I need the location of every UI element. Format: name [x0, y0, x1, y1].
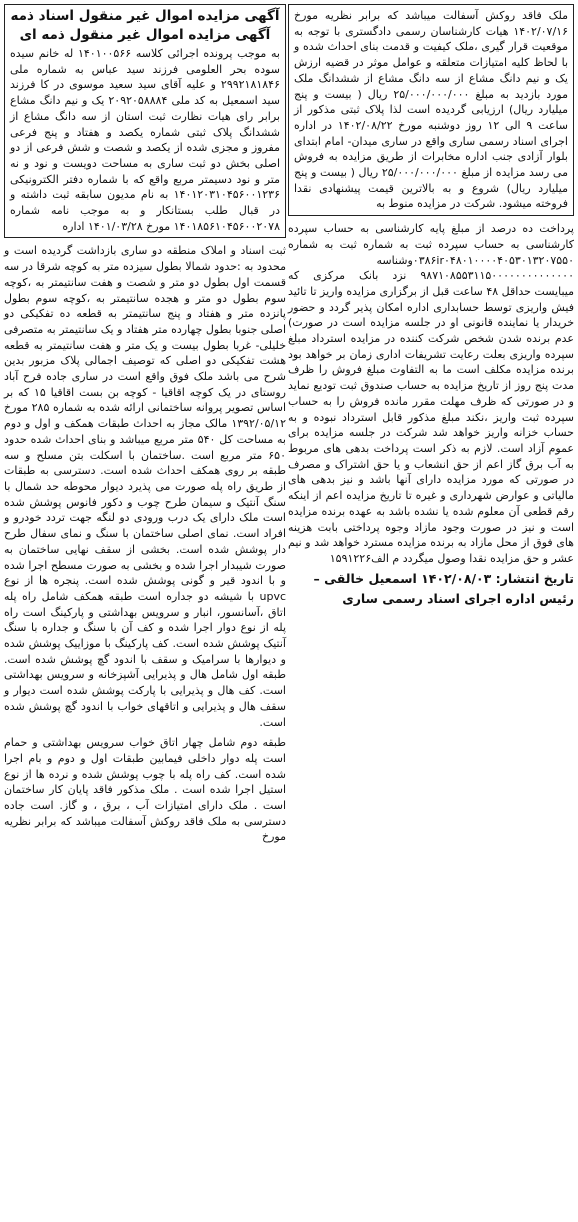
right-top-box — [288, 4, 574, 216]
right-payment-paragraph: پرداخت ده درصد از مبلغ پایه کارشناسی به حساب سپرده کارشناسی به حساب سپرده ثبت به شماره ثبت به شماره ۰۳۸۶ir۰۴۸۰۱۰۰۰۰۴۰۵۳۰۱۳۲۰۷۵۵۰وشناسه ۹۸۷۱۰۸۵۵۳۱۱۵۰۰۰۰۰۰۰۰۰۰۰۰۰۰ نزد بانک مرکزی که میبایست حداقل ۴۸ ساعت قبل از برگزاری مزایده واریز تا تائید فیش واریزی توسط حسابداری اداره امکان پذیر گردد و حضور خریدار یا نماینده قانونی او در جلسه مزایده است در صورت) عدم برنده شدن شخص شرکت کننده در مزایده استرداد مبلغ سپرده واریزی بعلت رعایت تشریفات اداری زمان بر خواهد بود برنده مزایده مکلف است ما به التفاوت مبلغ فروش را ظرف مدت پنج روز از تاریخ مزایده به حساب صندوق ثبت تودیع نماید و در صورتی که ظرف مهلت مقرر مانده فروش را به حساب سپرده ثبت واریز ،نکند مبلغ مذکور قابل استرداد نبوده و به حساب خزانه واریز خواهد شد شرکت در جلسه مزایده برای عموم آزاد است. لازم به ذکر است پرداخت بدهی های مربوط به آب برق گاز اعم از حق انشعاب و یا حق اشتراک و مصرف در صورتی که مورد مزایده دارای آنها باشد و نیز بدهی های مالیاتی و عوارض شهرداری و غیره تا تاریخ مزایده اعم از اینکه رقم قطعی آن معلوم شده یا نشده باشد به عهده برنده مزایده است و نیز در صورت وجود مازاد وجوه پرداختی بابت هزینه های فوق از محل مازاد به برنده مزایده مسترد خواهد شد و نیم عشر و حق مزایده نقدا وصول میگردد م الف۱۵۹۱۲۲۶ — [288, 222, 574, 565]
right-top-paragraph: ملک فاقد روکش آسفالت میباشد که برابر نظریه مورخ ۱۴۰۲/۰۷/۱۶ هیات کارشناسان رسمی دادگستری با توجه به موقعیت قرار گیری ،ملک کیفیت و قدمت بنای احداث شده و با لحاظ کلیه امتیازات متعلقه و عوامل موثر در قضیه ارزش یک و نیم دانگ مشاع از سه دانگ مشاع از ششدانگ ملک مورد بازدید به مبلغ ۲۵/۰۰۰/۰۰۰/۰۰۰ ریال ( بیست و پنج میلیارد ریال) ارزیابی گردیده است لذا پلاک ثبتی مذکور از ساعت ۹ الی ۱۲ روز دوشنبه مورخ ۱۴۰۲/۰۸/۲۲ در اداره اجرای اسناد رسمی ساری واقع در ساری میدان- امام ابتدای بلوار آزادی جنب اداره مخابرات از طریق مزایده به فروش می رسد مزایده از مبلغ ۲۵/۰۰۰/۰۰۰/۰۰۰ ریال ( بیست و پنج میلیارد ریال) شروع و به بالاترین قیمت پیشنهادی نقدا فروخته میشود. شرکت در مزایده منوط به — [294, 9, 569, 211]
signature: رئیس اداره اجرای اسناد رسمی ساری — [342, 590, 574, 606]
left-column — [4, 4, 286, 845]
right-column — [288, 4, 574, 607]
publish-date: تاریخ انتشار: ۱۴۰۲/۰۸/۰۳ اسمعیل خالقی – — [313, 570, 574, 586]
left-description-paragraph: ثبت اسناد و املاک منطقه دو ساری بازداشت گردیده است و محدود به :حدود شمالا بطول سیزده متر به کوچه شرقا در سه قسمت اول بطول دو متر و شصت و هفت سانتیمتر به ،کوچه سوم بطول دو متر و هجده سانتیمتر به ،کوچه سوم بطول پانزده متر و هفتاد و پنج سانتیمتر به قطعه ده تفکیکی دو اصلی جنوبا بطول چهارده متر هفتاد و یک سانتیمتر به متصرفی خلیلی- غربا بطول بیست و یک متر و هفت سانتیمتر به قطعه هشت تفکیکی دو اصلی که توصیف اجمالی پلاک مزبور بدین شرح می باشد ملک فوق واقع است در ساری جاده فرح آباد روستای در یک کوچه اقاقیا - کوچه بن بست اقاقیا ۱۵ که بر اساس تصویر پروانه ساختمانی ارائه شده به شماره ۲۸۵ مورخ ۱۳۹۲/۰۵/۱۲ مالک مجاز به احداث طبقات همکف و اول و دوم به مساحت کل ۵۴۰ متر مربع میباشد و بنای احداث شده حدود ۶۵۰ متر مربع است .ساختمان با اسکلت بتن مسلح و سه طبقه بر روی همکف احداث شده است. دسترسی به طبقات از طریق راه پله صورت می پذیرد دیوار محوطه حد شمال با سنگ آنتیک و سیمان طرح چوب و دکور فانوس پوشش شده است ملک دارای یک درب ورودی دو لنگه جهت تردد خودرو و افراد است. نمای اصلی ساختمان با سنگ و نمای سفال طرح دار پوشش شده است. بخشی از سقف نهایی ساختمان به صورت شیبدار اجرا شده و بخشی به صورت مسطح اجرا شده و با اندود قیر و گونی پوشش شده است. پنجره ها از نوع upvc با شیشه دو جداره است طبقه همکف شامل راه پله اتاق ،آسانسور، انبار و سرویس بهداشتی و پارکینگ است راه پله از نوع دوار اجرا شده و کف آن با سنگ و جداره با سنگ آنتیک پوشش شده است. کف پارکینگ با موزاییک پوشش شده و دیوارها با سرامیک و سقف با اندود گچ پوشش شده است. طبقه اول شامل هال و پذیرایی آشپزخانه و سرویس بهداشتی است. کف هال و پذیرایی با پارکت پوشش شده است دیوار و سقف هال و پذیرایی و اتاقهای خواب با اندود گچ پوشش شده است. — [4, 244, 287, 729]
left-top-paragraph: به موجب پرونده اجرائی کلاسه ۱۴۰۱۰۰۵۶۶ له خانم سیده سوده بحر العلومی فرزند سید عباس به شماره ملی ۲۹۹۲۱۸۱۸۴۶ و علیه آقای سید سعید موسوی در کا فرزند سید اسمعیل به کد ملی ۲۰۹۲۰۵۸۸۸۴ یک و نیم دانگ مشاع برابر رای هیات نظارت ثبت استان از سه دانگ مشاع از ششدانگ پلاک ثبتی شماره یکصد و هفتاد و پنج فرعی مفروز و مجزی شده از یکصد و شصت و شش فرعی از دو اصلی بخش دو ثبت ساری به مساحت دویست و نود و نه متر و نود دسیمتر مربع واقع که با شماره دفتر الکترونیکی ۱۴۰۱۲۰۳۱۰۴۵۶۰۰۱۲۳۶ به نام مدیون سابقه ثبت داشته و در قبال طلب بستانکار و به موجب نامه شماره ۱۴۰۱۸۵۶۱۰۴۵۶۰۰۲۰۷۸ مورخ ۱۴۰۱/۰۳/۲۸ اداره — [10, 47, 280, 233]
left-second-floor-paragraph: طبقه دوم شامل چهار اتاق خواب سرویس بهداشتی و حمام است پله دوار داخلی فیمابین طبقات اول و دوم و بام اجرا شده است. کف راه پله با چوب پوشش شده و نرده ها از نوع استیل اجرا شده است . ملک مذکور فاقد پایان کار ساختمان است . ملک دارای امتیازات آب ، برق ، و گاز. است جاده دسترسی به ملک فاقد روکش آسفالت میباشد که برابر نظریه مورخ — [4, 736, 286, 844]
notice-title-1: آگهی مزایده اموال غیر منقول اسناد ذمه — [10, 8, 280, 24]
notice-title-2: آگهی مزایده اموال غیر منقول ذمه ای — [19, 27, 271, 43]
left-top-box — [4, 4, 286, 238]
